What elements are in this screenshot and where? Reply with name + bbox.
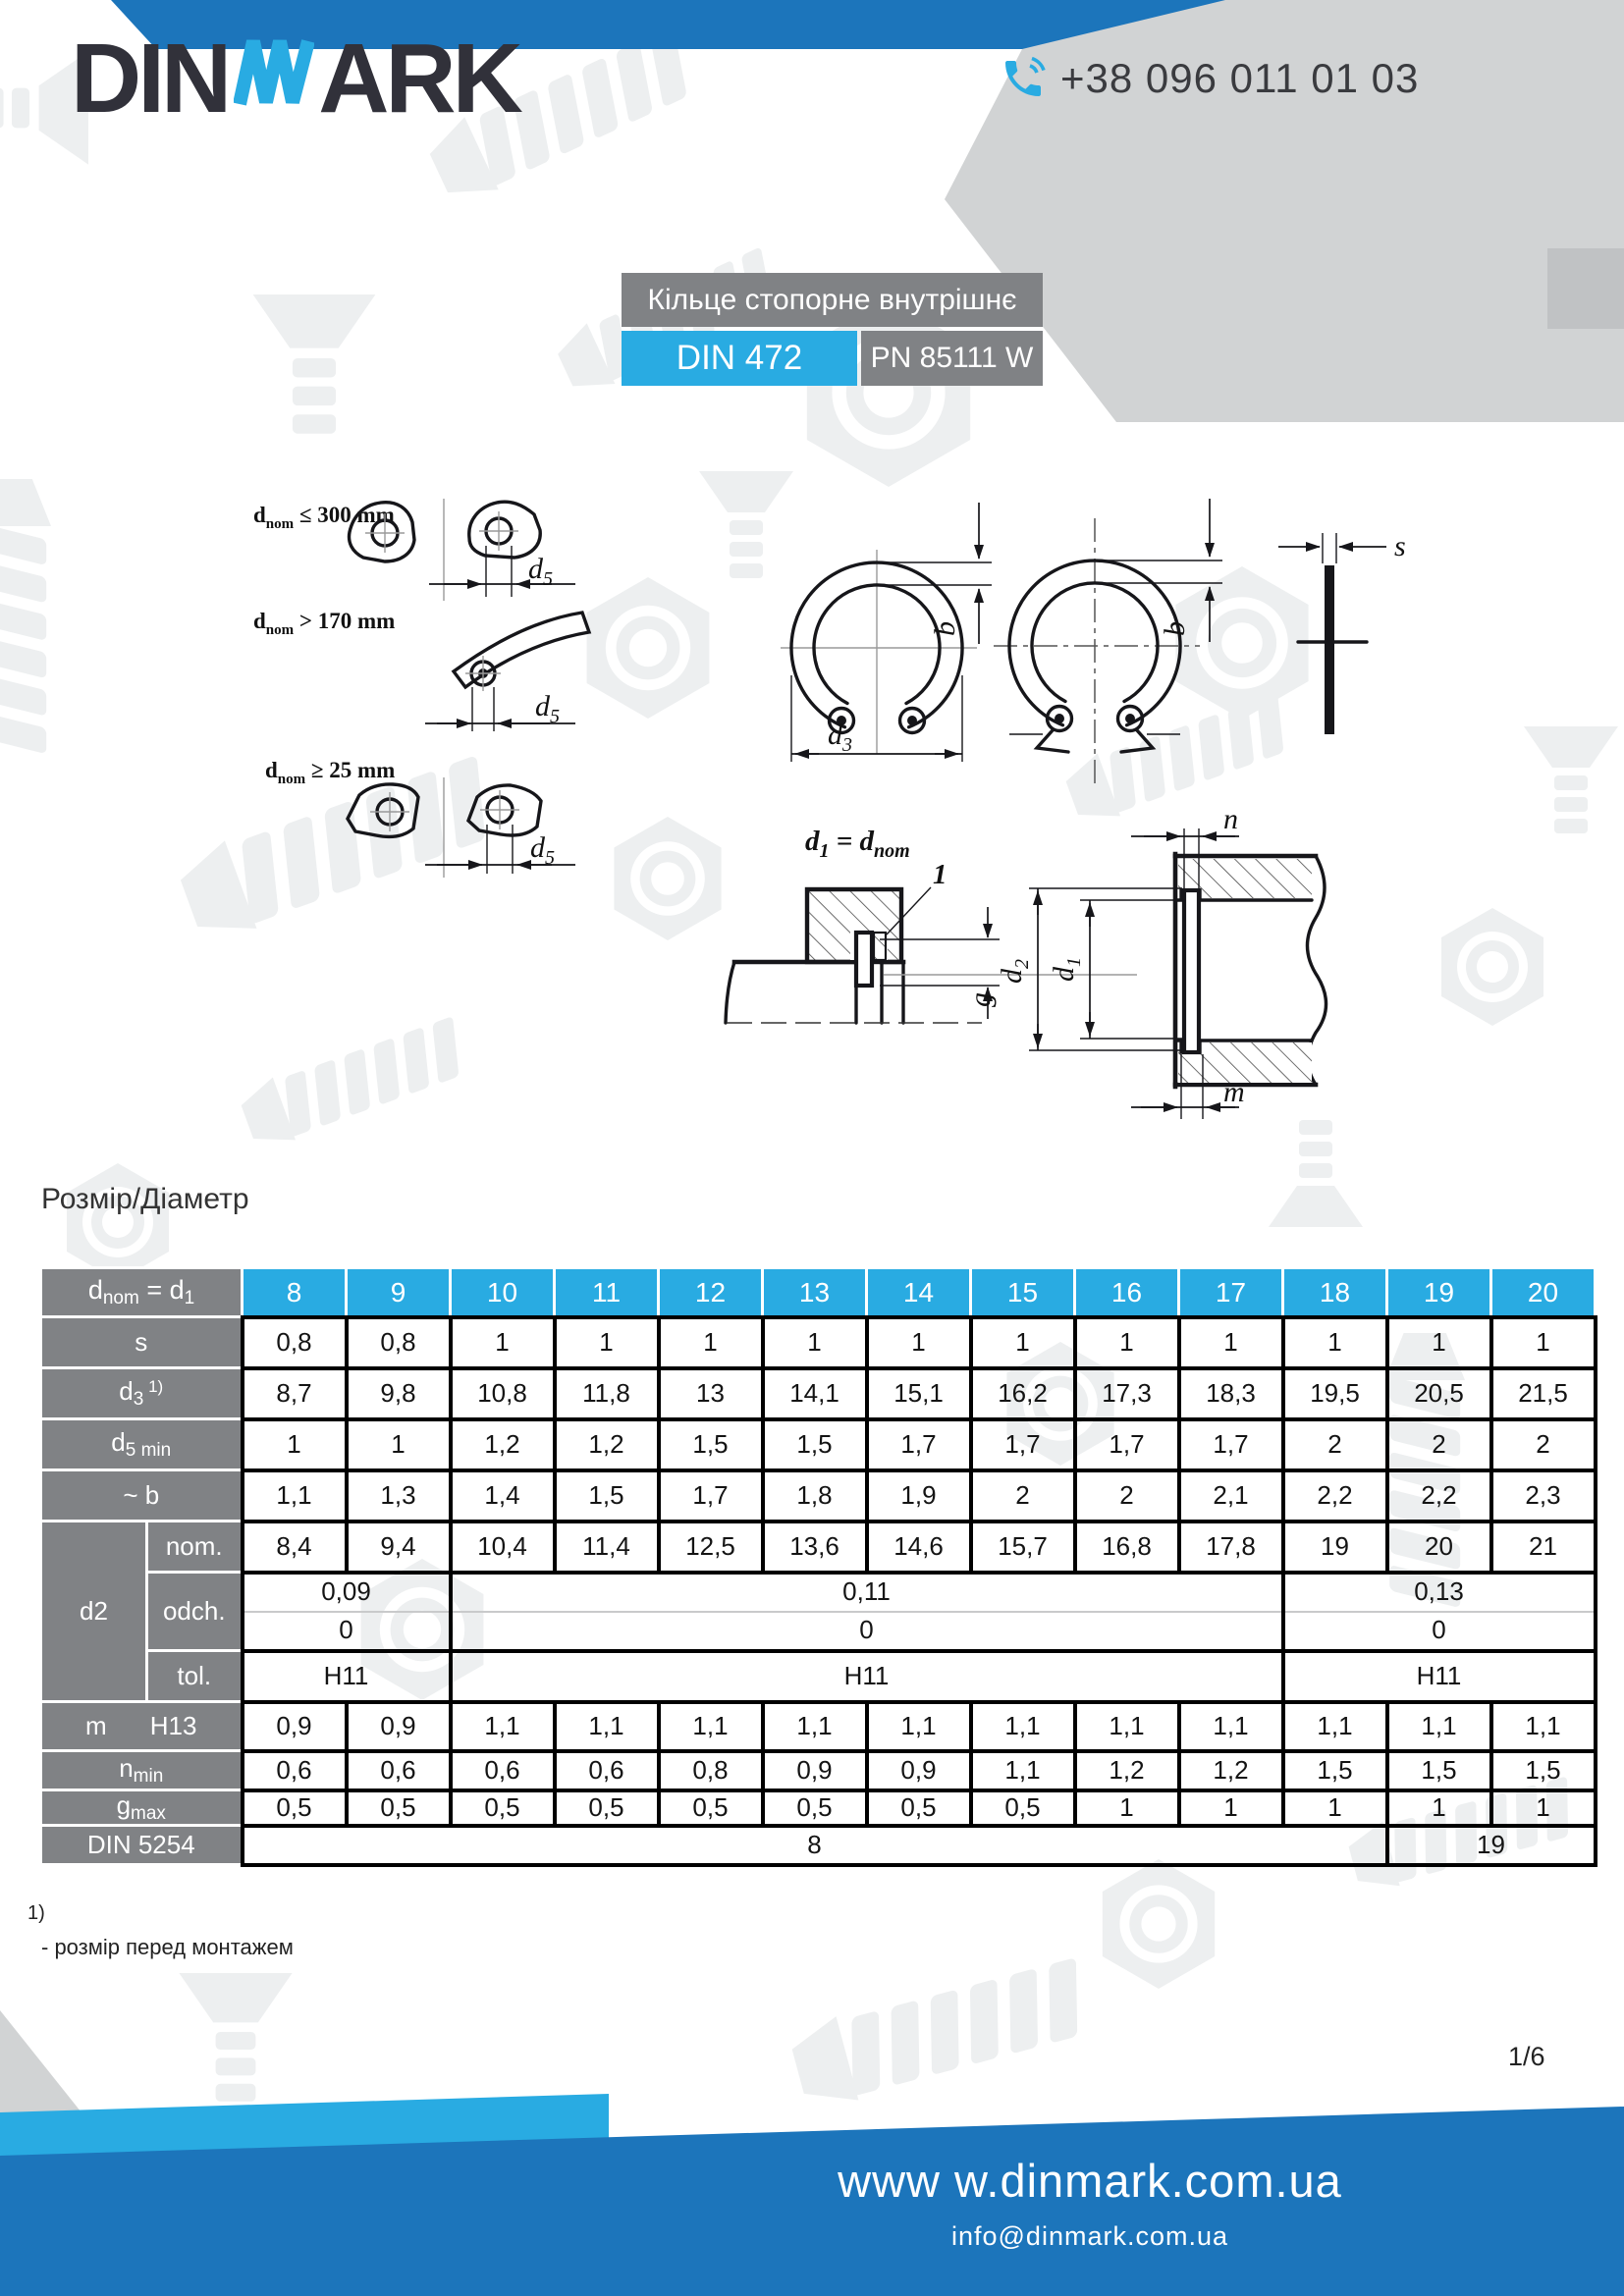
dimension-table [39, 1266, 1597, 1867]
size-section-label: Розмір/Діаметр [41, 1183, 249, 1215]
table-row [41, 1573, 1596, 1612]
value-cell: 1,9 [867, 1470, 971, 1522]
value-cell: 10,8 [451, 1368, 555, 1419]
logo-din-text: DIN [71, 24, 229, 133]
s-dimension-label: s [1394, 530, 1406, 562]
value-cell: 19 [1283, 1522, 1387, 1573]
value-cell: 1,5 [1491, 1751, 1596, 1790]
value-cell: 1,2 [1075, 1751, 1179, 1790]
condition-label-2: $d_{nom} > 170$ mm [253, 609, 396, 638]
value-cell: 1 [1491, 1790, 1596, 1826]
value-cell: 1 [1075, 1790, 1179, 1826]
value-cell: 1 [1283, 1317, 1387, 1368]
table-row [41, 1702, 1596, 1751]
value-cell: 0,9 [347, 1702, 451, 1751]
value-span-cell: 0 [451, 1612, 1283, 1651]
d3-dimension-label: $d_3$ [828, 719, 852, 756]
value-cell: 1,1 [867, 1702, 971, 1751]
shaft-groove-section [726, 826, 1137, 1023]
size-column-header: 16 [1075, 1268, 1179, 1317]
value-cell: 8,4 [243, 1522, 347, 1573]
value-cell: 1,1 [243, 1470, 347, 1522]
value-span-cell: H11 [243, 1651, 451, 1702]
value-cell: 9,4 [347, 1522, 451, 1573]
value-cell: 9,8 [347, 1368, 451, 1419]
row-label: odch. [147, 1573, 243, 1651]
value-cell: 0,9 [867, 1751, 971, 1790]
value-cell: 1,2 [1179, 1751, 1283, 1790]
footnote [27, 1902, 294, 1960]
value-cell: 1 [1179, 1790, 1283, 1826]
row-label: m H13 [41, 1702, 243, 1751]
product-title: Кільце стопорне внутрішнє [647, 283, 1017, 316]
value-cell: 1,7 [867, 1419, 971, 1470]
n-dimension-label: n [1223, 803, 1238, 835]
value-cell: 15,1 [867, 1368, 971, 1419]
value-cell: 1,5 [763, 1419, 867, 1470]
row-label: $d_{5 min}$ [41, 1419, 243, 1470]
table-row [41, 1790, 1596, 1826]
value-cell: 0,5 [243, 1790, 347, 1826]
groove-callout-1: 1 [933, 859, 947, 890]
value-cell: 0,6 [347, 1751, 451, 1790]
value-cell: 1,2 [451, 1419, 555, 1470]
value-cell: 2 [1283, 1419, 1387, 1470]
condition-label-1: $d_{nom} \le 300$ mm [253, 503, 395, 532]
table-row [41, 1751, 1596, 1790]
size-column-header: 18 [1283, 1268, 1387, 1317]
value-cell: 1 [451, 1317, 555, 1368]
value-cell: 1,7 [659, 1470, 763, 1522]
value-cell: 11,4 [555, 1522, 659, 1573]
value-cell: 0,5 [867, 1790, 971, 1826]
value-cell: 1,5 [1283, 1751, 1387, 1790]
phone-number: +38 096 011 01 03 [1060, 55, 1420, 101]
value-cell: 21,5 [1491, 1368, 1596, 1419]
value-cell: 2,2 [1387, 1470, 1491, 1522]
value-span-cell: 8 [243, 1826, 1387, 1865]
value-span-cell: 0 [1283, 1612, 1596, 1651]
d1-equals-dnom-label: $d_1 = d_{nom}$ [805, 826, 910, 862]
footer-contacts [756, 2154, 1424, 2252]
table-row [41, 1651, 1596, 1702]
value-cell: 2,3 [1491, 1470, 1596, 1522]
value-cell: 2 [1387, 1419, 1491, 1470]
value-cell: 17,8 [1179, 1522, 1283, 1573]
size-column-header: 10 [451, 1268, 555, 1317]
size-column-header: 12 [659, 1268, 763, 1317]
value-cell: 1,1 [555, 1702, 659, 1751]
value-cell: 15,7 [971, 1522, 1075, 1573]
row-label: nom. [147, 1522, 243, 1573]
size-column-header: 13 [763, 1268, 867, 1317]
b-dimension-label: b [929, 621, 961, 636]
value-cell: 1,1 [1491, 1702, 1596, 1751]
value-cell: 12,5 [659, 1522, 763, 1573]
value-cell: 0,6 [451, 1751, 555, 1790]
value-cell: 17,3 [1075, 1368, 1179, 1419]
m-dimension-label: m [1223, 1076, 1245, 1108]
din-standard: DIN 472 [676, 339, 803, 377]
size-column-header: 14 [867, 1268, 971, 1317]
row-label: $g_{max}$ [41, 1790, 243, 1826]
value-cell: 0,6 [555, 1751, 659, 1790]
value-cell: 0,9 [243, 1702, 347, 1751]
table-row [41, 1317, 1596, 1368]
value-cell: 1,1 [1075, 1702, 1179, 1751]
size-column-header: 15 [971, 1268, 1075, 1317]
value-span-cell: 0,13 [1283, 1573, 1596, 1612]
value-cell: 0,5 [659, 1790, 763, 1826]
value-cell: 0,5 [763, 1790, 867, 1826]
value-cell: 1,3 [347, 1470, 451, 1522]
value-cell: 1 [1179, 1317, 1283, 1368]
value-cell: 0,5 [451, 1790, 555, 1826]
b-dimension-label: b [1159, 621, 1191, 636]
value-cell: 14,1 [763, 1368, 867, 1419]
value-cell: 1 [971, 1317, 1075, 1368]
value-span-cell: 0,09 [243, 1573, 451, 1612]
value-cell: 20 [1387, 1522, 1491, 1573]
size-column-header: 8 [243, 1268, 347, 1317]
value-cell: 2,2 [1283, 1470, 1387, 1522]
value-cell: 16,2 [971, 1368, 1075, 1419]
d5-dimension-label: $d_5$ [535, 690, 560, 727]
value-cell: 1 [867, 1317, 971, 1368]
value-cell: 14,6 [867, 1522, 971, 1573]
value-cell: 1 [243, 1419, 347, 1470]
size-column-header: 11 [555, 1268, 659, 1317]
row-label: $n_{min}$ [41, 1751, 243, 1790]
phone-icon [1000, 55, 1047, 102]
lug-detail-drawing-1 [253, 499, 575, 601]
column-axis-label: $d_{nom} = d_1$ [41, 1268, 243, 1317]
value-cell: 1 [659, 1317, 763, 1368]
value-cell: 0,8 [347, 1317, 451, 1368]
value-cell: 1,1 [1387, 1702, 1491, 1751]
footnote-text: - розмір перед монтажем [41, 1935, 294, 1959]
logo-ark-text: ARK [318, 24, 519, 133]
logo-m-icon [234, 35, 314, 108]
row-label: DIN 5254 [41, 1826, 243, 1865]
value-cell: 10,4 [451, 1522, 555, 1573]
footnote-marker: 1) [27, 1902, 45, 1924]
value-cell: 1 [763, 1317, 867, 1368]
table-row [41, 1470, 1596, 1522]
value-cell: 1,2 [555, 1419, 659, 1470]
value-cell: 13 [659, 1368, 763, 1419]
g-gap-label: g [964, 992, 997, 1007]
value-cell: 1,7 [971, 1419, 1075, 1470]
dinmark-logo [71, 24, 519, 133]
row-label: s [41, 1317, 243, 1368]
value-cell: 1,1 [1179, 1702, 1283, 1751]
row-label: tol. [147, 1651, 243, 1702]
value-cell: 1,7 [1075, 1419, 1179, 1470]
value-cell: 19,5 [1283, 1368, 1387, 1419]
website-link[interactable]: www w.dinmark.com.ua [838, 2155, 1342, 2207]
value-cell: 1 [1387, 1790, 1491, 1826]
size-column-header: 20 [1491, 1268, 1596, 1317]
size-column-header: 9 [347, 1268, 451, 1317]
value-cell: 1,5 [555, 1470, 659, 1522]
housing-bore-section [996, 803, 1326, 1119]
value-cell: 1 [1283, 1790, 1387, 1826]
edge-gray-block [1547, 248, 1624, 329]
row-label: ~ b [41, 1470, 243, 1522]
table-row [41, 1419, 1596, 1470]
email-link[interactable]: info@dinmark.com.ua [950, 2221, 1228, 2251]
value-span-cell: 0 [243, 1612, 451, 1651]
value-cell: 1,4 [451, 1470, 555, 1522]
value-cell: 20,5 [1387, 1368, 1491, 1419]
value-cell: 0,5 [971, 1790, 1075, 1826]
d1-dimension-label: $d_1$ [1048, 957, 1085, 982]
value-cell: 1,1 [1283, 1702, 1387, 1751]
value-cell: 2 [1491, 1419, 1596, 1470]
pn-standard-badge [861, 331, 1043, 386]
value-cell: 2,1 [1179, 1470, 1283, 1522]
value-cell: 1 [347, 1419, 451, 1470]
value-cell: 0,8 [243, 1317, 347, 1368]
table-row [41, 1368, 1596, 1419]
value-cell: 0,8 [659, 1751, 763, 1790]
value-span-cell: 0,11 [451, 1573, 1283, 1612]
value-span-cell: H11 [451, 1651, 1283, 1702]
lug-detail-drawing-2 [253, 609, 589, 731]
value-span-cell: H11 [1283, 1651, 1596, 1702]
pn-standard: PN 85111 W [870, 342, 1034, 374]
value-cell: 13,6 [763, 1522, 867, 1573]
value-cell: 16,8 [1075, 1522, 1179, 1573]
value-cell: 8,7 [243, 1368, 347, 1419]
ring-front-view [781, 503, 992, 762]
value-cell: 0,5 [555, 1790, 659, 1826]
condition-label-3: $d_{nom} \ge 25$ mm [265, 758, 396, 787]
value-span-cell: 19 [1387, 1826, 1596, 1865]
value-cell: 0,5 [347, 1790, 451, 1826]
d5-dimension-label: $d_5$ [530, 831, 555, 869]
value-cell: 18,3 [1179, 1368, 1283, 1419]
value-cell: 1,7 [1179, 1419, 1283, 1470]
product-title-bar [622, 273, 1043, 327]
table-header-row [41, 1268, 1596, 1317]
size-column-header: 19 [1387, 1268, 1491, 1317]
value-cell: 2 [971, 1470, 1075, 1522]
row-label: $d_3$ $^{1)}$ [41, 1368, 243, 1419]
value-cell: 1 [1075, 1317, 1179, 1368]
din-standard-badge [622, 331, 857, 386]
value-cell: 1,1 [971, 1702, 1075, 1751]
value-cell: 1,1 [971, 1751, 1075, 1790]
value-cell: 1,5 [1387, 1751, 1491, 1790]
table-row [41, 1522, 1596, 1573]
value-cell: 1 [1491, 1317, 1596, 1368]
value-cell: 2 [1075, 1470, 1179, 1522]
d2-dimension-label: $d_2$ [996, 959, 1033, 984]
d5-dimension-label: $d_5$ [528, 553, 553, 590]
value-cell: 0,9 [763, 1751, 867, 1790]
value-cell: 21 [1491, 1522, 1596, 1573]
value-cell: 1 [555, 1317, 659, 1368]
value-cell: 1,1 [451, 1702, 555, 1751]
table-row [41, 1826, 1596, 1865]
table-row [41, 1612, 1596, 1651]
value-cell: 1,8 [763, 1470, 867, 1522]
value-cell: 1,1 [763, 1702, 867, 1751]
value-cell: 1 [1387, 1317, 1491, 1368]
value-cell: 0,6 [243, 1751, 347, 1790]
value-cell: 1,5 [659, 1419, 763, 1470]
value-cell: 1,1 [659, 1702, 763, 1751]
row-group-label: d2 [41, 1522, 147, 1702]
phone-contact [1000, 55, 1419, 102]
value-cell: 11,8 [555, 1368, 659, 1419]
page-number: 1/6 [1508, 2042, 1545, 2071]
size-column-header: 17 [1179, 1268, 1283, 1317]
